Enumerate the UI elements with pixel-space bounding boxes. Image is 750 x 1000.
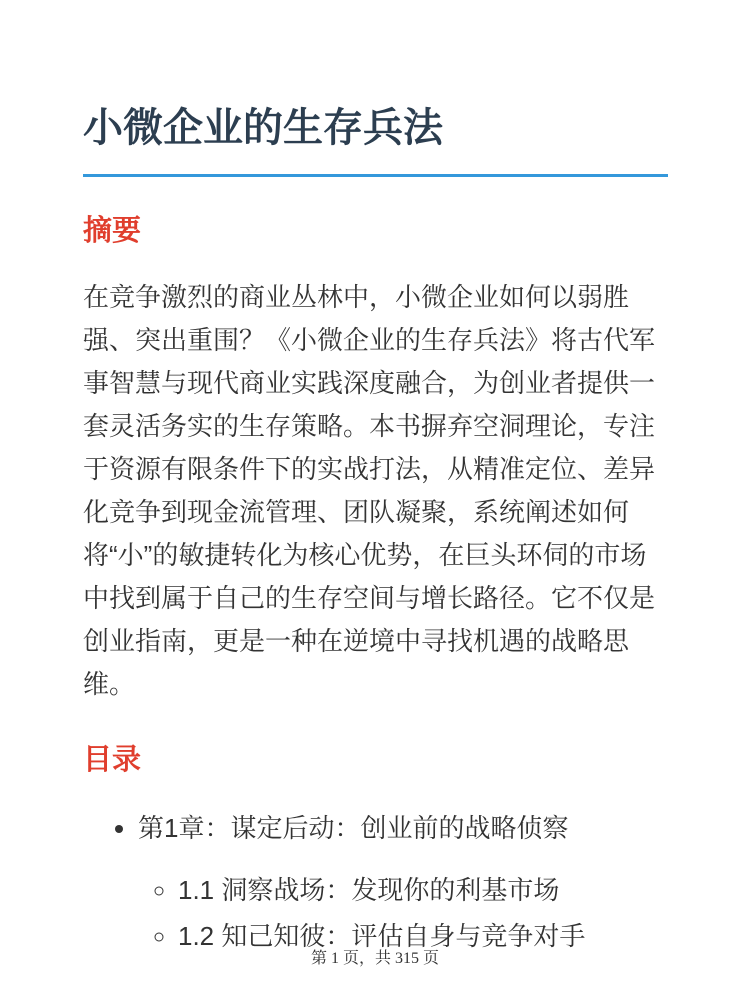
toc-list [83, 810, 668, 954]
toc-sublist [138, 872, 668, 954]
toc-section-item: ◦ 1.2 知己知彼：评估自身与竞争对手 [178, 918, 668, 954]
toc-heading: 目录 [83, 744, 142, 777]
toc-chapter-item [138, 810, 668, 954]
document-title: 小微企业的生存兵法 [83, 104, 668, 177]
page-number-footer: 第 1 页，共 315 页 [310, 950, 439, 967]
toc-chapter-label: 第1章：谋定后动：创业前的战略侦察 [138, 812, 569, 843]
abstract-heading: 摘要 [83, 215, 142, 247]
abstract-paragraph: 在竞争激烈的商业丛林中，小微企业如何以弱胜强、突出重围？《小微企业的生存兵法》将古代军事智慧与现代商业实践深度融合，为创业者提供一套灵活务实的生存策略。本书摒弃空洞理论，专注于资源有限条件下的实战打法，从精准定位、差异化竞争到现金流管理、团队凝聚，系统阐述如何将“小”的敏捷转化为核心优势，在巨头环伺的市场中找到属于自己的生存空间与增长路径。它不仅是创业指南，更是一种在逆境中寻找机遇的战略思维。 [83, 282, 656, 700]
toc-section-item: ◦ 1.1 洞察战场：发现你的利基市场 [178, 872, 668, 908]
